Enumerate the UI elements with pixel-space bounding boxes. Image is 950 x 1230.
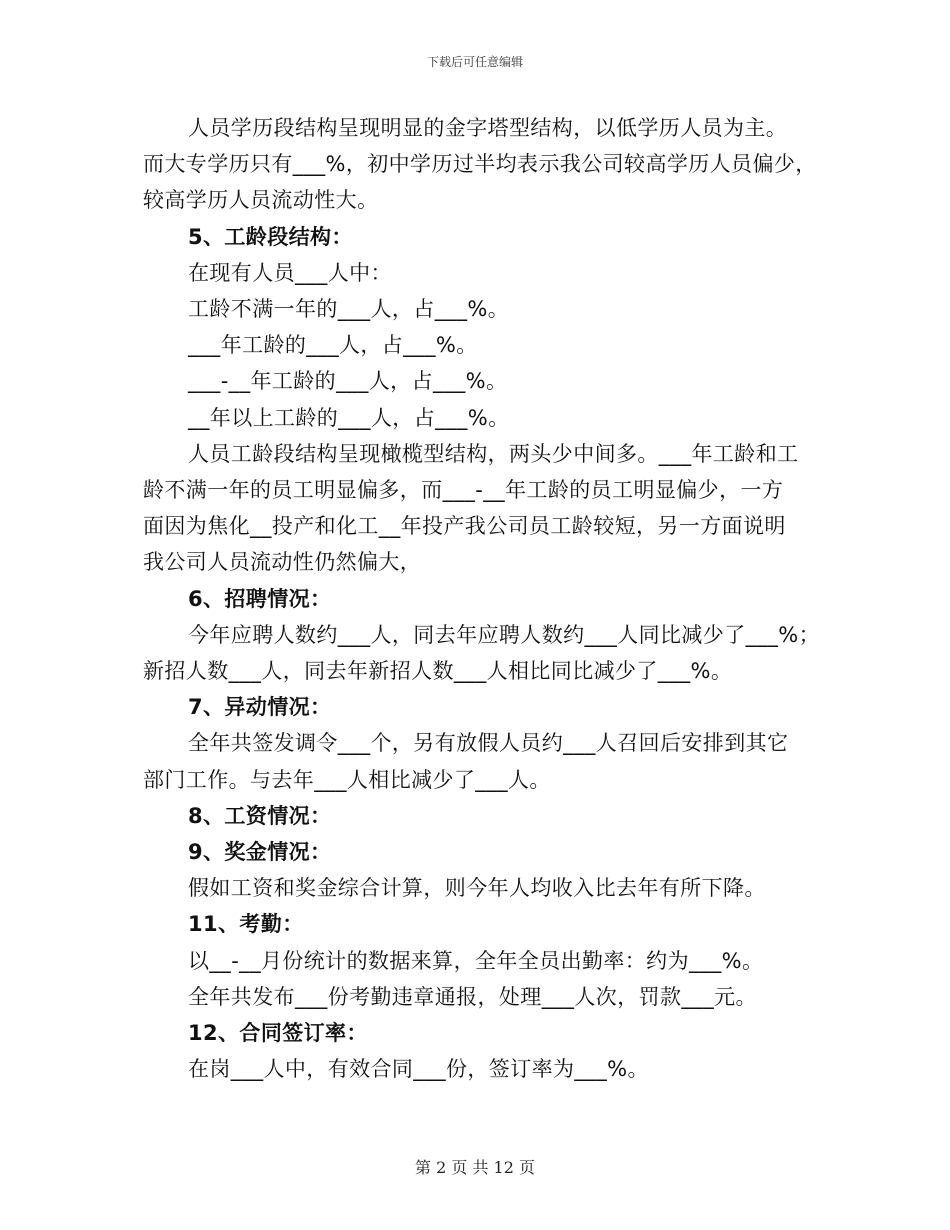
body-text-line: 以__-__月份统计的数据来算，全年全员出勤率：约为___%。 xyxy=(188,948,764,973)
body-text-line: 在现有人员___人中： xyxy=(188,260,392,285)
body-text-line: 人员学历段结构呈现明显的金字塔型结构，以低学历人员为主。 xyxy=(188,116,788,140)
body-text-line: 工龄不满一年的___人，占___%。 xyxy=(188,297,510,322)
body-text-line: 人员工龄段结构呈现橄榄型结构，两头少中间多。___年工龄和工 xyxy=(188,441,799,466)
section-heading: 9、奖金情况： xyxy=(188,840,332,865)
section-heading: 5、工龄段结构： xyxy=(188,224,353,249)
body-text-line: 今年应聘人数约___人，同去年应聘人数约___人同比减少了___%； xyxy=(188,622,821,647)
body-text-line: 全年共签发调令___个，另有放假人员约___人召回后安排到其它 xyxy=(188,731,789,756)
section-heading: 8、工资情况： xyxy=(188,803,332,828)
body-text-line: 假如工资和奖金综合计算，则今年人均收入比去年有所下降。 xyxy=(188,876,766,901)
body-text-line: 而大专学历只有___%，初中学历过半均表示我公司较高学历人员偏少， xyxy=(143,152,817,177)
document-body xyxy=(143,110,821,1087)
body-text-line: 我公司人员流动性仍然偏大， xyxy=(143,550,422,575)
body-text-line: __年以上工龄的___人，占___%。 xyxy=(188,405,510,430)
page-number: 第 2 页 共 12 页 xyxy=(415,1158,535,1177)
page-header-note: 下载后可任意编辑 xyxy=(426,55,523,69)
section-heading: 7、异动情况： xyxy=(188,695,332,720)
body-text-line: ___年工龄的___人，占___%。 xyxy=(188,333,478,358)
section-heading: 6、招聘情况： xyxy=(188,586,332,611)
body-text-line: ___-__年工龄的___人，占___%。 xyxy=(188,369,508,394)
body-text-line: 部门工作。与去年___人相比减少了___人。 xyxy=(143,767,551,792)
section-heading: 11、考勤： xyxy=(188,912,304,937)
body-text-line: 在岗___人中，有效合同___份，签订率为___%。 xyxy=(188,1057,649,1082)
body-text-line: 龄不满一年的员工明显偏多，而___-__年工龄的员工明显偏少，一方 xyxy=(143,478,784,503)
body-text-line: 新招人数___人，同去年新招人数___人相比同比减少了___%。 xyxy=(143,659,733,684)
body-text-line: 面因为焦化__投产和化工__年投产我公司员工龄较短，另一方面说明 xyxy=(143,514,786,539)
body-text-line: 全年共发布___份考勤违章通报，处理___人次，罚款___元。 xyxy=(188,984,757,1009)
body-text-line: 较高学历人员流动性大。 xyxy=(143,188,379,213)
section-heading: 12、合同签订率： xyxy=(188,1021,368,1046)
